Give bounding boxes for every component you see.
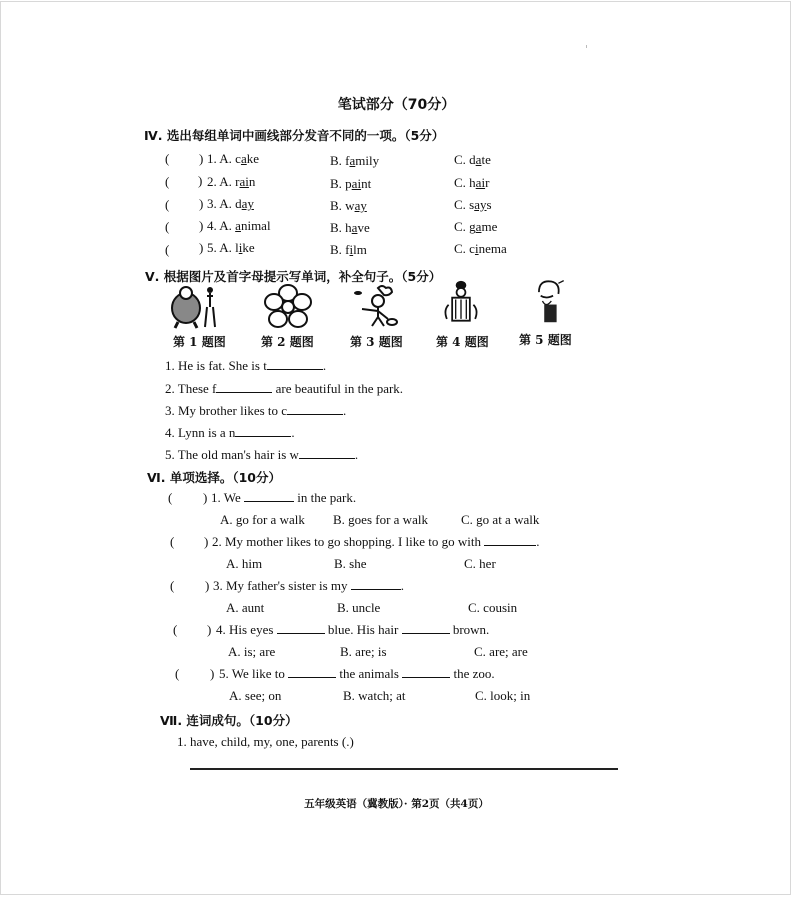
mc-question-5: 5. We like to the animals the zoo. [219, 666, 495, 681]
page-title-text: 笔试部分（70分） [337, 97, 456, 113]
option-b: B. way [330, 198, 367, 213]
flower-icon [262, 284, 314, 330]
answer-paren-close: ) [199, 218, 204, 233]
answer-blank [288, 667, 336, 678]
fill-in-sentence-1: 1. He is fat. She is t . [165, 358, 327, 373]
option-b: B. have [330, 220, 370, 235]
mc-question-3: 3. My father's sister is my . [213, 578, 404, 593]
scan-speck [586, 45, 587, 48]
mc-option-c: C. go at a walk [461, 512, 540, 527]
option-c: C. date [454, 152, 491, 167]
fill-in-sentence-4: 4. Lynn is a n . [165, 425, 295, 440]
answer-paren-open: ( [165, 219, 170, 234]
section-4-heading: Ⅳ. 选出每组单词中画线部分发音不同的一项。（5分） [144, 128, 445, 143]
section-5-heading: Ⅴ. 根据图片及首字母提示写单词，补全句子。（5分） [145, 269, 442, 284]
mc-option-a: A. see; on [229, 688, 282, 703]
answer-paren-open: ( [165, 197, 170, 212]
option-b: B. film [330, 242, 367, 257]
answer-paren-close: ) [210, 666, 215, 681]
section-6-heading: Ⅵ. 单项选择。（10分） [147, 470, 281, 485]
nurse-icon [435, 280, 487, 326]
answer-paren-open: ( [173, 622, 178, 637]
answer-blank [277, 623, 325, 634]
option-b: B. family [330, 153, 380, 168]
answer-paren-open: ( [165, 174, 170, 189]
answer-paren-close: ) [199, 240, 204, 255]
old-man-picture [520, 278, 572, 324]
chef-cooking-picture [348, 284, 400, 330]
answer-paren-open: ( [170, 578, 175, 593]
mc-option-c: C. are; are [474, 644, 528, 659]
answer-paren-open: ( [168, 490, 173, 505]
phonics-question-3: 3. A. day [207, 196, 254, 211]
answer-paren-open: ( [165, 242, 170, 257]
mc-option-a: A. him [226, 556, 263, 571]
answer-blank[interactable] [267, 359, 323, 370]
answer-paren-open: ( [165, 151, 170, 166]
fat-man-icon [168, 284, 220, 330]
answer-blank[interactable] [299, 448, 355, 459]
fat-man-thin-woman-picture [168, 284, 220, 330]
answer-blank[interactable] [216, 382, 272, 393]
mc-option-c: C. cousin [468, 600, 518, 615]
answer-blank [244, 491, 294, 502]
mc-option-b: B. are; is [340, 644, 387, 659]
fill-in-sentence-3: 3. My brother likes to c . [165, 403, 347, 418]
nurse-picture [435, 280, 487, 326]
option-c: C. hair [454, 175, 490, 190]
phonics-question-2: 2. A. rain [207, 174, 256, 189]
phonics-question-1: 1. A. cake [207, 151, 260, 166]
answer-blank [351, 579, 401, 590]
chef-icon [348, 284, 400, 330]
option-b: B. paint [330, 176, 372, 191]
option-c: C. game [454, 219, 498, 234]
phonics-question-5: 5. A. like [207, 240, 255, 255]
mc-option-a: A. aunt [226, 600, 265, 615]
phonics-question-4: 4. A. animal [207, 218, 271, 233]
fill-in-sentence-2: 2. These f are beautiful in the park. [165, 381, 404, 396]
mc-option-a: A. go for a walk [220, 512, 305, 527]
mc-option-b: B. watch; at [343, 688, 406, 703]
answer-paren-close: ) [204, 534, 209, 549]
fill-in-sentence-5: 5. The old man's hair is w . [165, 447, 359, 462]
option-c: C. says [454, 197, 492, 212]
picture-caption-1: 第 1 题图 [173, 335, 226, 349]
picture-caption-5: 第 5 题图 [519, 333, 572, 347]
mc-option-c: C. her [464, 556, 496, 571]
picture-caption-4: 第 4 题图 [436, 335, 489, 349]
answer-blank [484, 535, 536, 546]
mc-question-4: 4. His eyes blue. His hair brown. [216, 622, 490, 637]
option-c: C. cinema [454, 241, 507, 256]
question-number: 1. A. [207, 151, 232, 166]
mc-option-a: A. is; are [228, 644, 276, 659]
answer-blank [402, 667, 450, 678]
answer-paren-close: ) [205, 578, 210, 593]
old-man-icon [520, 278, 572, 324]
word-order-prompt-1: 1. have, child, my, one, parents (.) [177, 734, 354, 749]
answer-blank[interactable] [235, 426, 291, 437]
section-7-heading: Ⅶ. 连词成句。（10分） [160, 713, 298, 728]
answer-blank [402, 623, 450, 634]
mc-option-b: B. goes for a walk [333, 512, 428, 527]
answer-paren-close: ) [199, 151, 204, 166]
mc-option-b: B. she [334, 556, 367, 571]
answer-paren-close: ) [203, 490, 208, 505]
answer-line[interactable] [190, 768, 618, 770]
picture-caption-3: 第 3 题图 [350, 335, 403, 349]
answer-paren-close: ) [207, 622, 212, 637]
mc-option-c: C. look; in [475, 688, 531, 703]
mc-question-2: 2. My mother likes to go shopping. I like to go with . [212, 534, 540, 549]
flower-picture [262, 284, 314, 330]
answer-paren-close: ) [199, 196, 204, 211]
answer-paren-close: ) [198, 173, 203, 188]
picture-caption-2: 第 2 题图 [261, 335, 314, 349]
mc-option-b: B. uncle [337, 600, 381, 615]
answer-paren-open: ( [170, 534, 175, 549]
mc-question-1: 1. We in the park. [211, 490, 357, 505]
page-title [0, 94, 793, 114]
answer-blank[interactable] [287, 404, 343, 415]
page-footer: 五年级英语（冀教版）· 第2页（共4页） [304, 798, 489, 810]
answer-paren-open: ( [175, 666, 180, 681]
